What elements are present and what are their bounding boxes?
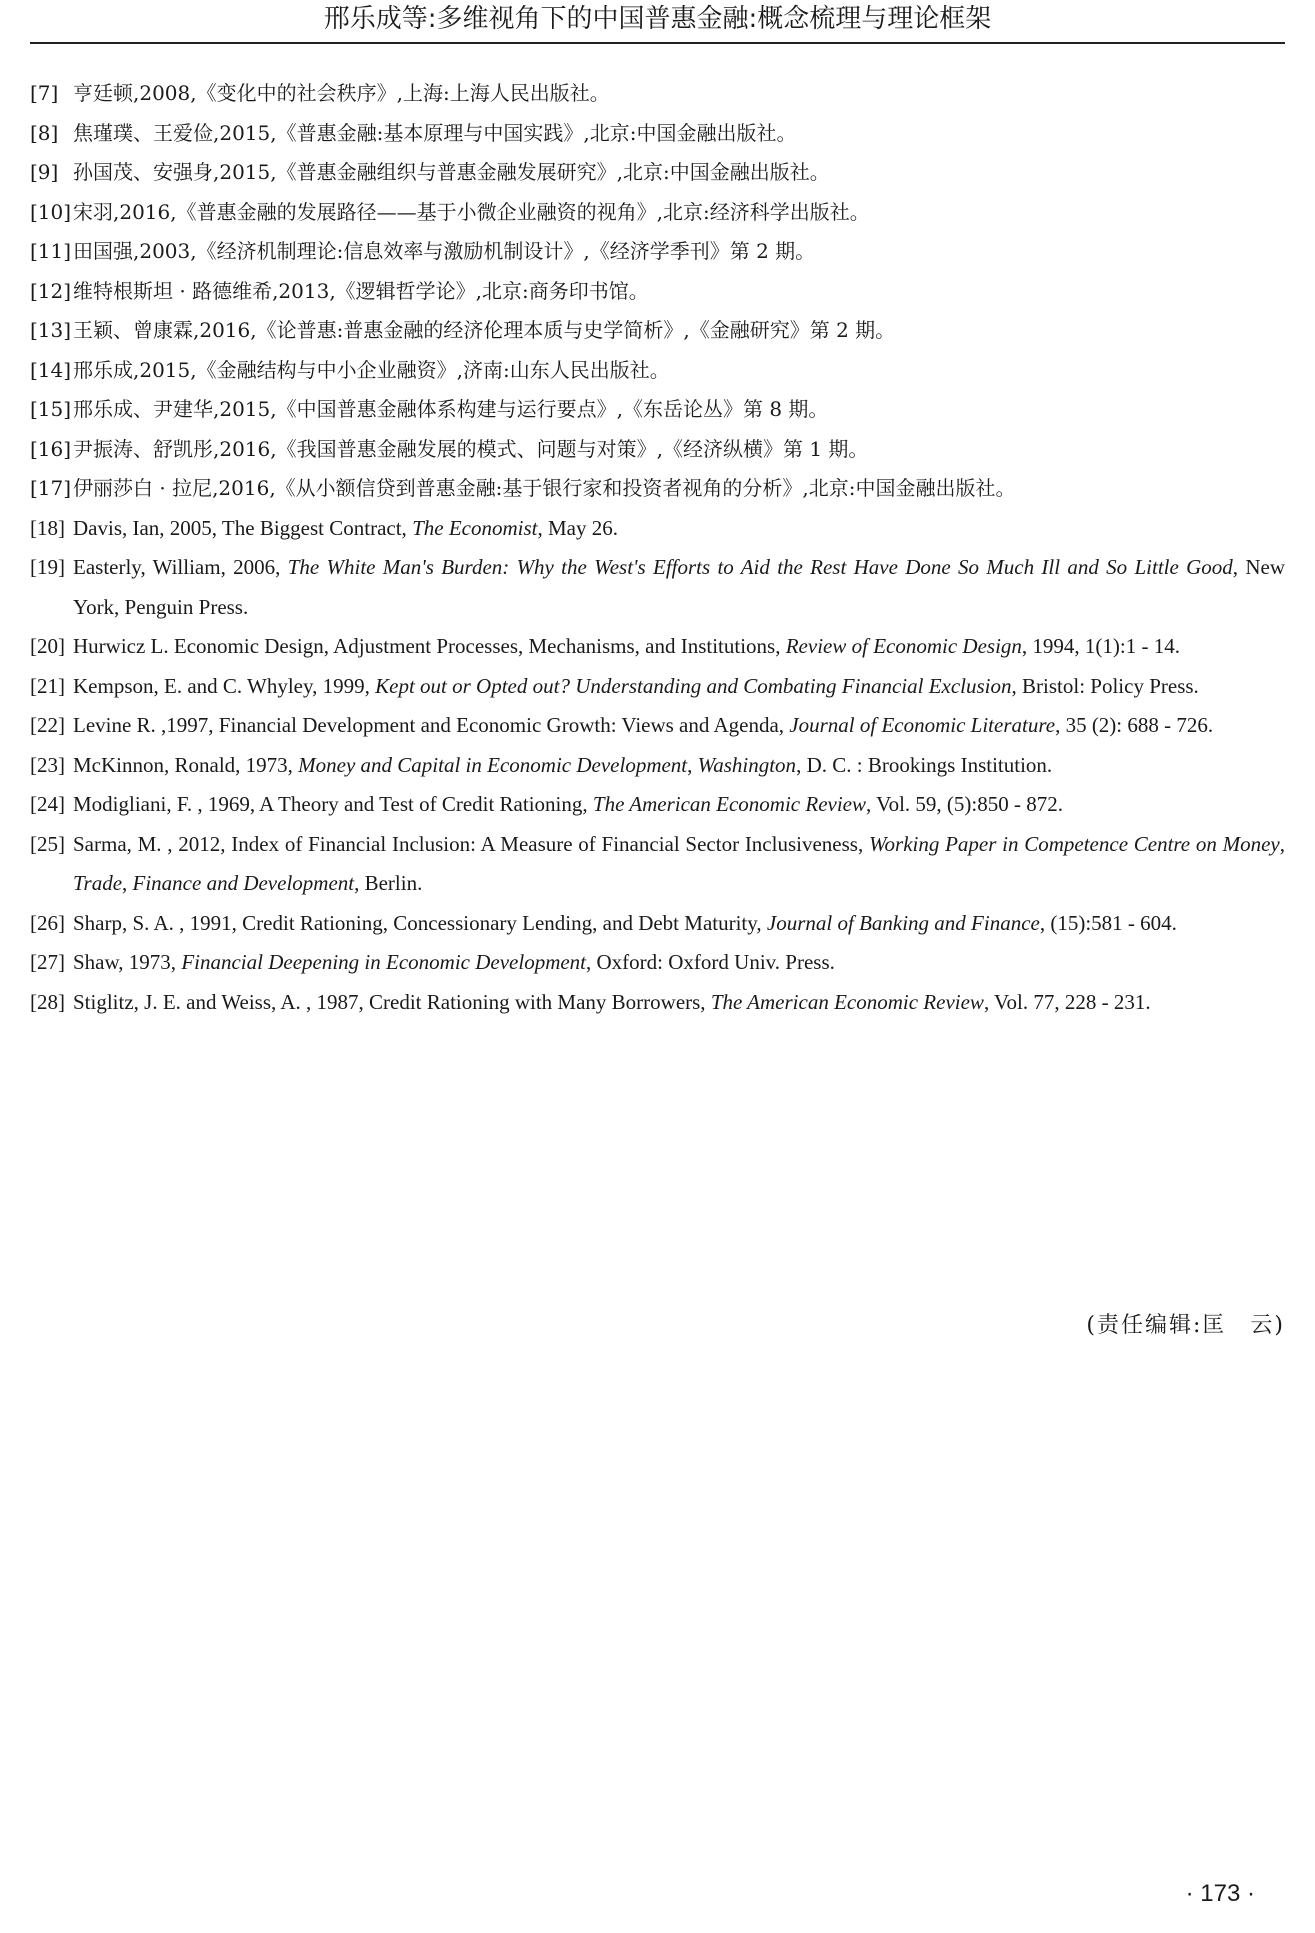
header-rule [30,42,1285,44]
reference-text [73,509,1285,549]
reference-part: Stiglitz, J. E. and Weiss, A. , 1987, Credit Rationing with Many Borrowers, [73,989,711,1014]
reference-text [73,825,1285,904]
reference-item [30,904,1285,944]
reference-number: [12] [30,278,72,303]
reference-item [30,153,1285,193]
reference-item [30,311,1285,351]
reference-part: , 35 (2): 688 - 726. [1055,713,1214,737]
reference-number: [21] [30,673,65,698]
reference-title: The American Economic Review [710,989,984,1014]
reference-title: Kept out or Opted out? Understanding and Combating Financial Exclusion [375,673,1012,698]
reference-text: 邢乐成,2015,《金融结构与中小企业融资》,济南:山东人民出版社。 [73,357,670,382]
reference-item [30,272,1285,312]
reference-part: , [687,752,698,777]
reference-part: , Vol. 59, (5):850 - 872. [866,792,1063,816]
reference-item [30,351,1285,391]
reference-text: 田国强,2003,《经济机制理论:信息效率与激励机制设计》,《经济学季刊》第 2 期。 [73,239,816,263]
reference-item [30,469,1285,509]
reference-number: [14] [30,357,72,382]
reference-text [73,706,1285,746]
reference-part: , Vol. 77, 228 - 231. [983,989,1151,1014]
reference-item [30,509,1285,549]
reference-part: Davis, Ian, 2005, The Biggest Contract, [73,515,413,540]
reference-title: The Economist [412,515,538,540]
reference-title: Journal of Banking and Finance [766,910,1040,935]
reference-part: , New York, Penguin Press. [73,555,1285,619]
reference-text [73,904,1285,944]
reference-list [30,74,1285,1022]
reference-title: The American Economic Review [592,792,867,816]
running-header: 邢乐成等:多维视角下的中国普惠金融:概念梳理与理论框架 [323,4,992,34]
reference-number: [16] [30,436,72,461]
reference-text [73,785,1285,825]
reference-title: Journal of Economic Literature [789,713,1056,737]
reference-item [30,232,1285,272]
reference-number: [13] [30,318,72,342]
reference-title: Working Paper in Competence Centre on Money [868,831,1280,856]
reference-part: Shaw, 1973, [73,950,182,974]
reference-part: Easterly, William, 2006, [73,555,288,579]
reference-title: Money and Capital in Economic Development [298,752,688,777]
reference-text [73,943,1285,983]
reference-part: , (15):581 - 604. [1039,910,1177,935]
reference-part: Hurwicz L. Economic Design, Adjustment Processes, Mechanisms, and Institutions, [73,634,786,658]
reference-item [30,193,1285,233]
reference-part: , Bristol: Policy Press. [1011,673,1199,698]
reference-text: 焦瑾璞、王爱俭,2015,《普惠金融:基本原理与中国实践》,北京:中国金融出版社。 [73,120,797,145]
reference-item [30,430,1285,470]
reference-number: [7] [30,81,59,105]
reference-item [30,390,1285,430]
reference-number: [15] [30,397,72,421]
reference-number: [23] [30,752,65,777]
reference-text [73,746,1285,786]
reference-number: [27] [30,950,65,974]
reference-text [73,627,1285,667]
reference-part: , 1994, 1(1):1 - 14. [1021,634,1180,658]
reference-number: [19] [30,555,65,579]
reference-number: [24] [30,792,65,816]
reference-part: , May 26. [537,515,618,540]
reference-text: 宋羽,2016,《普惠金融的发展路径——基于小微企业融资的视角》,北京:经济科学出版社。 [73,199,870,224]
reference-number: [25] [30,831,65,856]
reference-number: [17] [30,476,72,500]
reference-part: Sarma, M. , 2012, Index of Financial Inclusion: A Measure of Financial Sector Inclusiveness, [73,831,869,856]
reference-title: Finance and Development [132,871,355,895]
reference-text: 孙国茂、安强身,2015,《普惠金融组织与普惠金融发展研究》,北京:中国金融出版社。 [73,160,830,184]
reference-item [30,548,1285,627]
reference-title: Trade [73,871,123,895]
reference-text [73,667,1285,707]
reference-item [30,706,1285,746]
reference-number: [28] [30,989,65,1014]
reference-item [30,627,1285,667]
reference-text [73,983,1285,1023]
reference-number: [8] [30,120,59,145]
reference-text [73,548,1285,627]
reference-title: Financial Deepening in Economic Development [181,950,587,974]
reference-part: , [1279,831,1285,856]
reference-title: Review of Economic Design [785,634,1022,658]
reference-number: [20] [30,634,65,658]
reference-title: Washington [697,752,797,777]
reference-text: 尹振涛、舒凯彤,2016,《我国普惠金融发展的模式、问题与对策》,《经济纵横》第 1 期。 [73,436,869,461]
reference-text: 亨廷顿,2008,《变化中的社会秩序》,上海:上海人民出版社。 [73,81,610,105]
reference-part: Modigliani, F. , 1969, A Theory and Test of Credit Rationing, [73,792,593,816]
reference-part: , Berlin. [354,871,423,895]
reference-text: 伊丽莎白 · 拉尼,2016,《从小额信贷到普惠金融:基于银行家和投资者视角的分析》,北京:中国金融出版社。 [73,476,1016,500]
reference-item [30,667,1285,707]
reference-text: 邢乐成、尹建华,2015,《中国普惠金融体系构建与运行要点》,《东岳论丛》第 8 期。 [73,397,829,421]
reference-part: , [122,871,133,895]
reference-part: Kempson, E. and C. Whyley, 1999, [73,673,376,698]
reference-item [30,74,1285,114]
reference-item [30,943,1285,983]
reference-text: 维特根斯坦 · 路德维希,2013,《逻辑哲学论》,北京:商务印书馆。 [73,278,649,303]
reference-part: McKinnon, Ronald, 1973, [73,752,299,777]
reference-part: Sharp, S. A. , 1991, Credit Rationing, Concessionary Lending, and Debt Maturity, [73,910,767,935]
reference-part: , D. C. : Brookings Institution. [796,752,1053,777]
reference-title: The White Man's Burden: Why the West's Efforts to Aid the Rest Have Done So Much Ill and So Little Good [287,555,1233,579]
reference-item [30,785,1285,825]
reference-number: [18] [30,515,65,540]
reference-part: Levine R. ,1997, Financial Development and Economic Growth: Views and Agenda, [73,713,790,737]
reference-number: [26] [30,910,65,935]
reference-number: [11] [30,239,72,263]
reference-part: , Oxford: Oxford Univ. Press. [586,950,835,974]
reference-number: [9] [30,160,59,184]
reference-item [30,746,1285,786]
reference-item [30,825,1285,904]
responsible-editor-note: (责任编辑:匡 云) [1086,1313,1285,1338]
reference-number: [10] [30,199,72,224]
reference-number: [22] [30,713,65,737]
reference-item [30,983,1285,1023]
page-number: · 173 · [1185,1880,1255,1907]
reference-item [30,114,1285,154]
reference-text: 王颖、曾康霖,2016,《论普惠:普惠金融的经济伦理本质与史学简析》,《金融研究》第 2 期。 [73,318,896,342]
